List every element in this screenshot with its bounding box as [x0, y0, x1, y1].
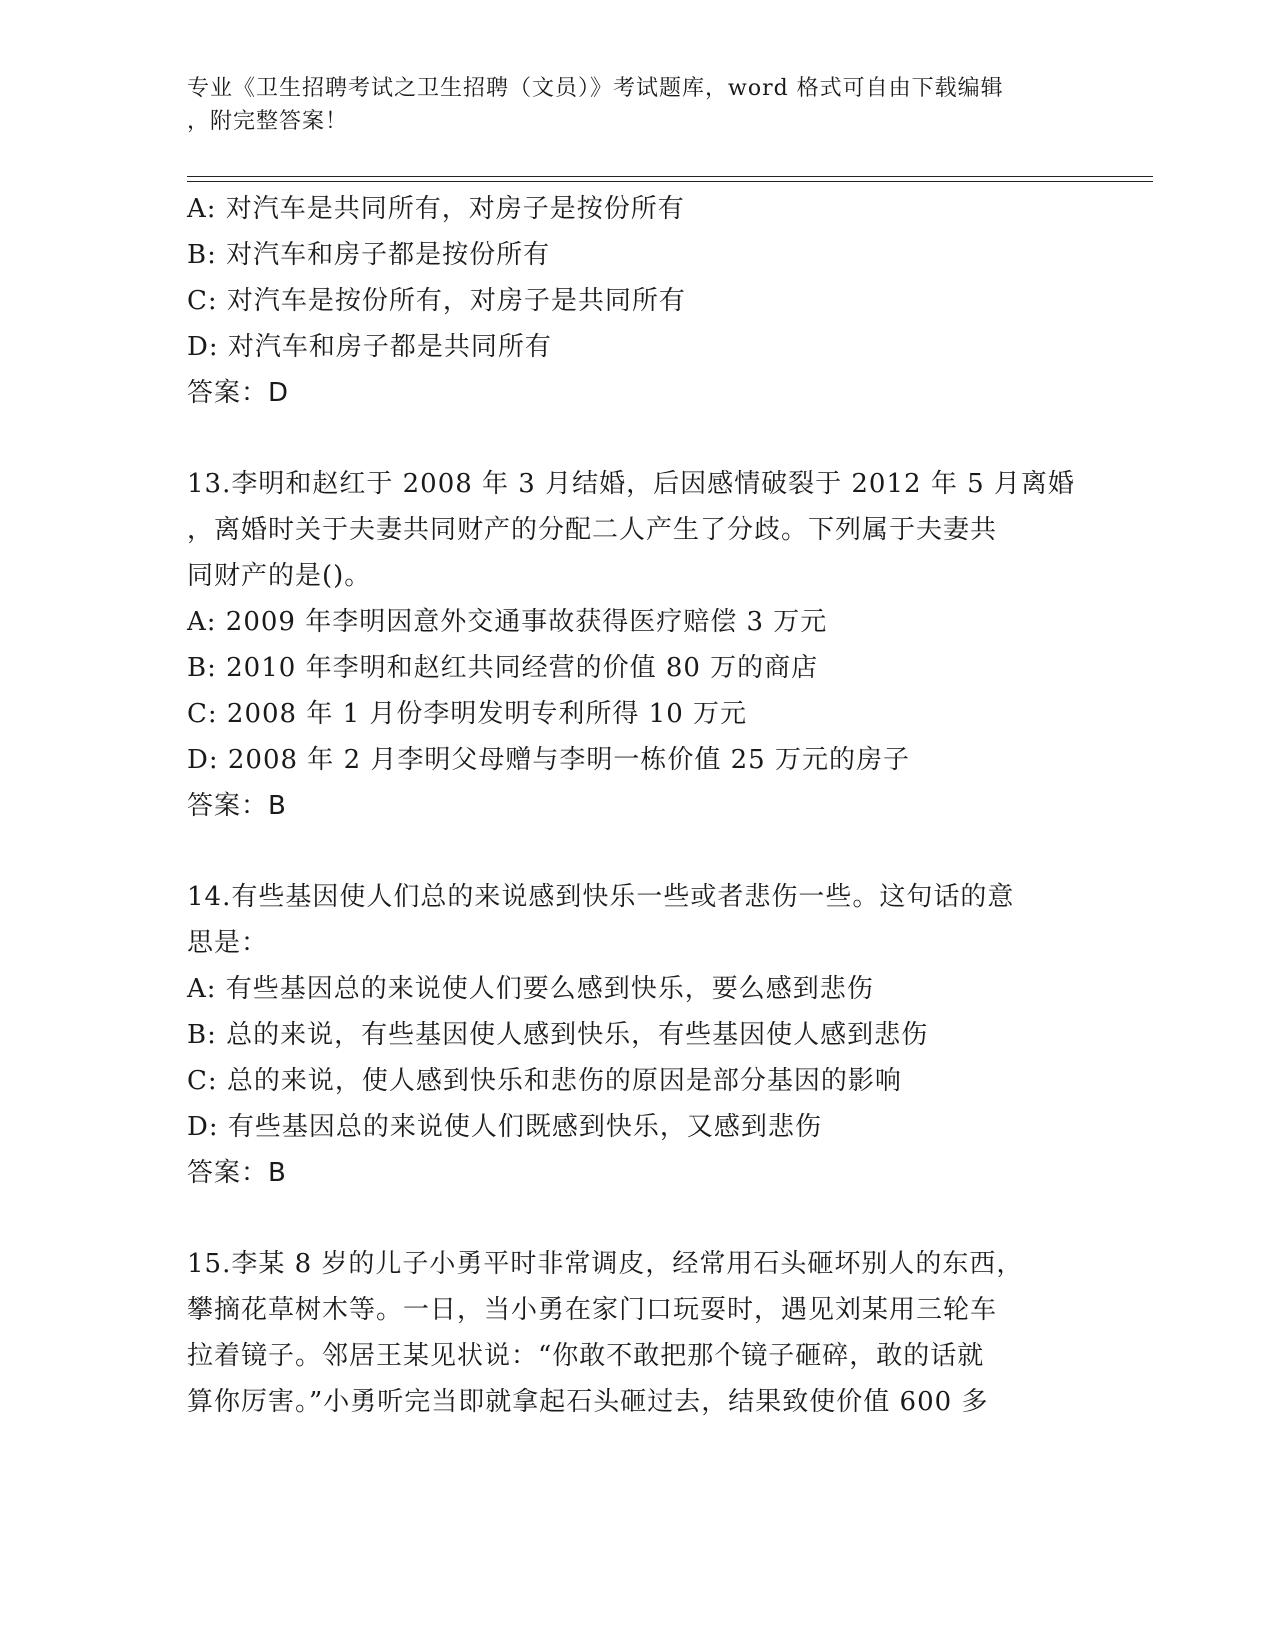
- option-a: A: 2009 年李明因意外交通事故获得医疗赔偿 3 万元: [187, 607, 828, 637]
- header-line-1: 专业《卫生招聘考试之卫生招聘（文员）》考试题库，word 格式可自由下载编辑: [187, 76, 1004, 101]
- question-stem-line: ，离婚时关于夫妻共同财产的分配二人产生了分歧。下列属于夫妻共: [187, 515, 998, 545]
- answer: 答案：D: [187, 378, 290, 408]
- question-stem-line: 同财产的是()。: [187, 561, 372, 591]
- option-d: D: 有些基因总的来说使人们既感到快乐，又感到悲伤: [187, 1112, 822, 1142]
- question-stem-line: 14.有些基因使人们总的来说感到快乐一些或者悲伤一些。这句话的意: [187, 882, 1015, 912]
- question-13: [187, 461, 1087, 829]
- question-stem-line: 思是：: [187, 928, 269, 958]
- question-stem-line: 算你厉害。”小勇听完当即就拿起石头砸过去，结果致使价值 600 多: [187, 1387, 989, 1417]
- option-a: A: 对汽车是共同所有，对房子是按份所有: [187, 194, 685, 224]
- question-stem-line: 攀摘花草树木等。一日，当小勇在家门口玩耍时，遇见刘某用三轮车: [187, 1295, 998, 1325]
- header-line-2: ，附完整答案！: [187, 109, 349, 134]
- option-c: C: 对汽车是按份所有，对房子是共同所有: [187, 286, 686, 316]
- question-14: [187, 874, 1087, 1196]
- option-b: B: 总的来说，有些基因使人感到快乐，有些基因使人感到悲伤: [187, 1020, 929, 1050]
- header-divider-bottom: [187, 181, 1153, 182]
- header-divider-top: [187, 176, 1153, 177]
- spacer: [187, 1196, 1087, 1241]
- option-c: C: 总的来说，使人感到快乐和悲伤的原因是部分基因的影响: [187, 1066, 902, 1096]
- question-content: [187, 186, 1087, 1425]
- option-b: B: 2010 年李明和赵红共同经营的价值 80 万的商店: [187, 653, 819, 683]
- option-d: D: 对汽车和房子都是共同所有: [187, 332, 552, 362]
- option-b: B: 对汽车和房子都是按份所有: [187, 240, 551, 270]
- question-stem-line: 13.李明和赵红于 2008 年 3 月结婚，后因感情破裂于 2012 年 5 月离婚: [187, 469, 1075, 499]
- option-c: C: 2008 年 1 月份李明发明专利所得 10 万元: [187, 699, 748, 729]
- question-stem-line: 15.李某 8 岁的儿子小勇平时非常调皮，经常用石头砸坏别人的东西，: [187, 1249, 1024, 1279]
- option-a: A: 有些基因总的来说使人们要么感到快乐，要么感到悲伤: [187, 974, 874, 1004]
- question-12: [187, 186, 1087, 416]
- question-stem-line: 拉着镜子。邻居王某见状说：“你敢不敢把那个镜子砸碎，敢的话就: [187, 1341, 985, 1371]
- document-header: [187, 72, 1067, 138]
- spacer: [187, 416, 1087, 461]
- answer: 答案：B: [187, 1158, 287, 1188]
- option-d: D: 2008 年 2 月李明父母赠与李明一栋价值 25 万元的房子: [187, 745, 910, 775]
- spacer: [187, 829, 1087, 874]
- answer: 答案：B: [187, 791, 287, 821]
- question-15: [187, 1241, 1087, 1425]
